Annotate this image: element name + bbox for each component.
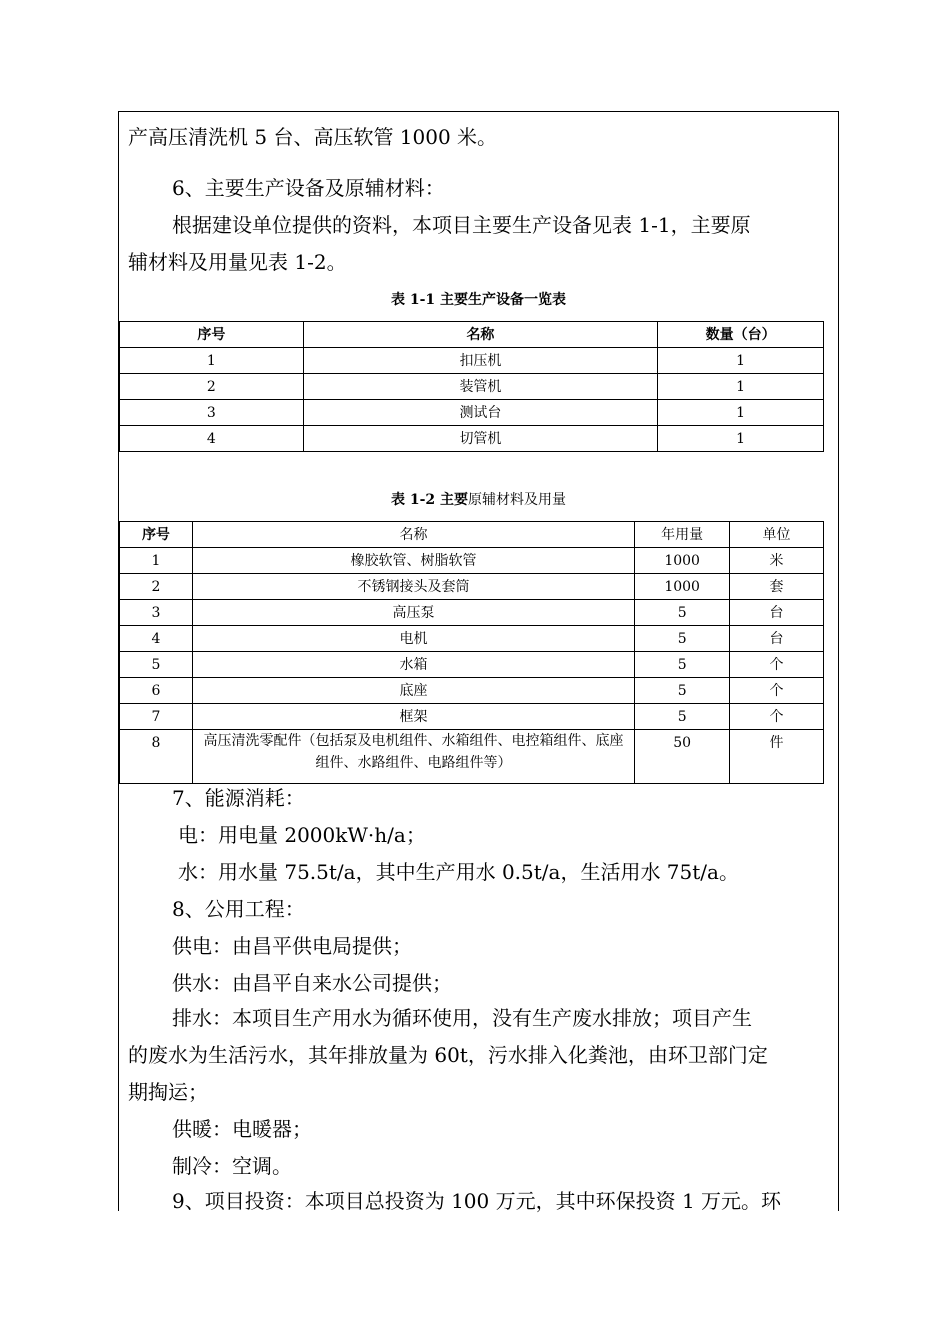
table-row [120, 348, 824, 374]
table-cell: 台 [730, 600, 824, 626]
table-cell: 橡胶软管、树脂软管 [192, 548, 634, 574]
table-cell: 4 [120, 426, 304, 452]
paragraph-line: 根据建设单位提供的资料，本项目主要生产设备见表 1-1，主要原 [172, 213, 751, 237]
table-cell: 套 [730, 574, 824, 600]
table-cell: 5 [635, 626, 730, 652]
table-cell: 1 [658, 426, 824, 452]
table-cell: 底座 [192, 678, 634, 704]
paragraph-line: 供暖：电暖器； [172, 1117, 312, 1141]
table-cell: 高压清洗零配件（包括泵及电机组件、水箱组件、电控箱组件、底座组件、水路组件、电路组件等） [192, 730, 634, 784]
table-cell: 电机 [192, 626, 634, 652]
paragraph-line: 排水：本项目生产用水为循环使用，没有生产废水排放；项目产生 [172, 1006, 752, 1030]
table-cell: 高压泵 [192, 600, 634, 626]
table-cell: 个 [730, 704, 824, 730]
table-row [120, 652, 824, 678]
table-cell: 不锈钢接头及套筒 [192, 574, 634, 600]
paragraph-line: 产高压清洗机 5 台、高压软管 1000 米。 [128, 125, 498, 149]
table-header-cell: 数量（台） [658, 322, 824, 348]
table-row [120, 626, 824, 652]
table-cell: 3 [120, 600, 193, 626]
paragraph-line: 水：用水量 75.5t/a，其中生产用水 0.5t/a，生活用水 75t/a。 [178, 860, 739, 884]
table-cell: 1 [658, 374, 824, 400]
paragraph-line: 制冷：空调。 [172, 1154, 292, 1178]
table-header-cell: 序号 [120, 522, 193, 548]
table-header-cell: 序号 [120, 322, 304, 348]
table-header-cell: 名称 [303, 322, 657, 348]
table-row [120, 574, 824, 600]
table-row [120, 548, 824, 574]
table-cell: 4 [120, 626, 193, 652]
table-header-row [120, 322, 824, 348]
table-header-cell: 单位 [730, 522, 824, 548]
table-cell: 5 [635, 704, 730, 730]
table-cell: 1 [658, 348, 824, 374]
table-row [120, 426, 824, 452]
table-cell: 1000 [635, 574, 730, 600]
table-cell: 7 [120, 704, 193, 730]
paragraph-line: 供电：由昌平供电局提供； [172, 934, 412, 958]
table-row [120, 374, 824, 400]
table-header-cell: 名称 [192, 522, 634, 548]
paragraph-line: 的废水为生活污水，其年排放量为 60t，污水排入化粪池，由环卫部门定 [128, 1043, 768, 1067]
table-cell: 5 [635, 600, 730, 626]
table-cell: 1000 [635, 548, 730, 574]
table-cell: 5 [120, 652, 193, 678]
table-cell: 5 [635, 652, 730, 678]
table1-caption: 表 1-1 主要生产设备一览表 [390, 292, 567, 308]
section-heading-9: 9、项目投资：本项目总投资为 100 万元，其中环保投资 1 万元。环 [172, 1189, 782, 1213]
table-cell: 8 [120, 730, 193, 784]
table-cell: 1 [658, 400, 824, 426]
table-cell: 米 [730, 548, 824, 574]
table-row [120, 678, 824, 704]
table-cell: 个 [730, 678, 824, 704]
table-cell: 6 [120, 678, 193, 704]
table-row [120, 600, 824, 626]
table-cell: 1 [120, 348, 304, 374]
paragraph-line: 供水：由昌平自来水公司提供； [172, 971, 452, 995]
table-cell: 50 [635, 730, 730, 784]
table-cell: 切管机 [303, 426, 657, 452]
paragraph-line: 期掏运； [128, 1080, 208, 1104]
table-row [120, 400, 824, 426]
table-header-cell: 年用量 [635, 522, 730, 548]
table-cell: 5 [635, 678, 730, 704]
table-cell: 1 [120, 548, 193, 574]
section-heading-7: 7、能源消耗： [172, 786, 305, 810]
table-cell: 2 [120, 374, 304, 400]
paragraph-line: 辅材料及用量见表 1-2。 [128, 250, 347, 274]
table-cell: 测试台 [303, 400, 657, 426]
table-row [120, 704, 824, 730]
section-heading-6: 6、主要生产设备及原辅材料： [172, 176, 445, 200]
table-cell: 水箱 [192, 652, 634, 678]
table2-caption: 表 1-2 主要原辅材料及用量 [390, 492, 567, 508]
table-cell: 个 [730, 652, 824, 678]
table-cell: 装管机 [303, 374, 657, 400]
equipment-table [119, 321, 824, 452]
table-header-row [120, 522, 824, 548]
paragraph-line: 电：用电量 2000kW·h/a； [178, 823, 426, 847]
table-cell: 框架 [192, 704, 634, 730]
table-cell: 台 [730, 626, 824, 652]
table-cell: 件 [730, 730, 824, 784]
table-cell: 3 [120, 400, 304, 426]
table-row [120, 730, 824, 784]
table-cell: 2 [120, 574, 193, 600]
section-heading-8: 8、公用工程： [172, 897, 305, 921]
table-cell: 扣压机 [303, 348, 657, 374]
materials-table [119, 521, 824, 784]
